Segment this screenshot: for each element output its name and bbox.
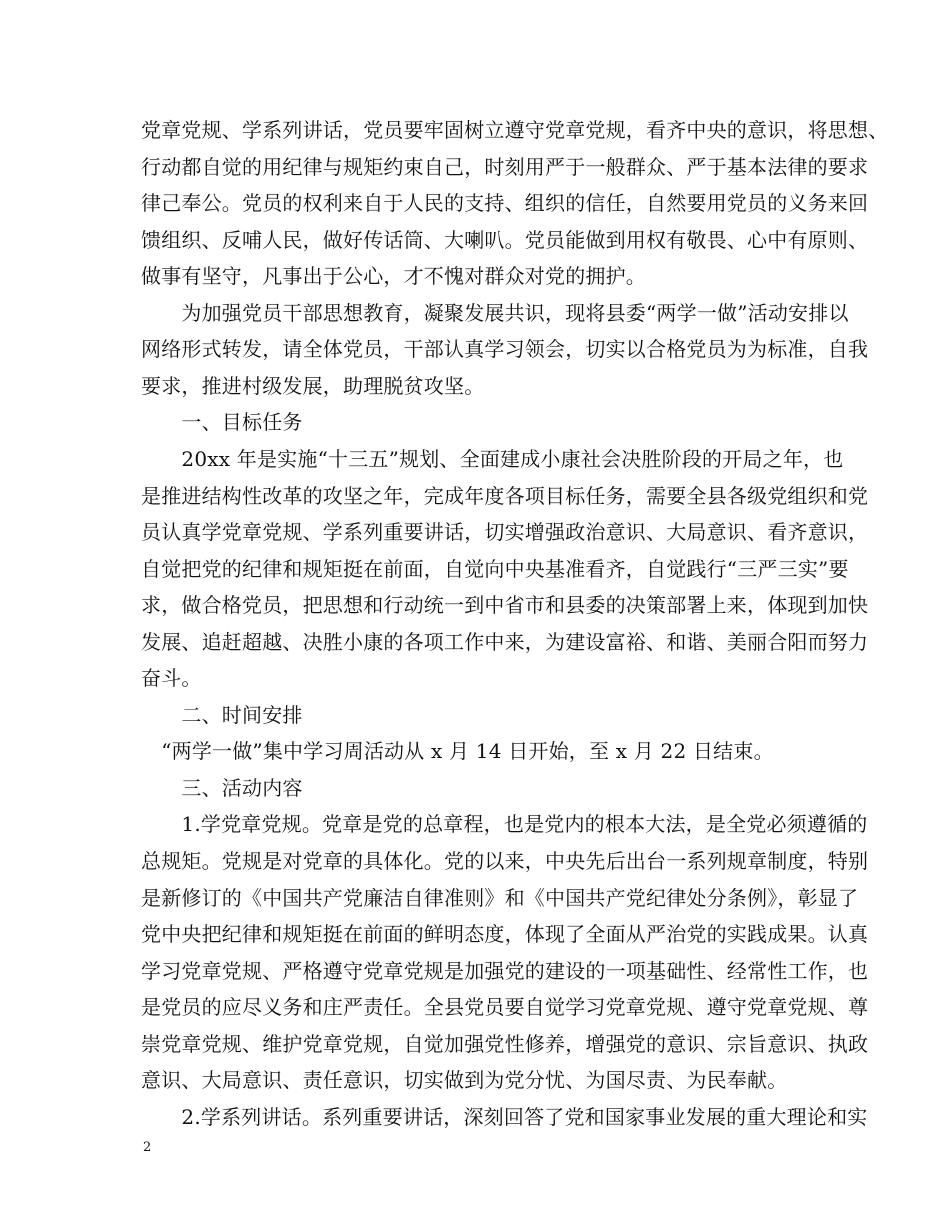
page-number: 2 [143,1140,152,1155]
text-line: 二、时间安排 [141,703,303,727]
text-line: 总规矩。党规是对党章的具体化。党的以来，中央先后出台一系列规章制度，特别 [141,849,869,873]
text-line: 行动都自觉的用纪律与规矩约束自己，时刻用严于一般群众、严于基本法律的要求 [141,155,869,179]
text-line: 员认真学党章党规、学系列重要讲话，切实增强政治意识、大局意识、看齐意识， [141,520,869,544]
text-line: 党中央把纪律和规矩挺在前面的鲜明态度，体现了全面从严治党的实践成果。认真 [141,922,869,946]
text-line: 2.学系列讲话。系列重要讲话，深刻回答了党和国家事业发展的重大理论和实 [141,1105,868,1129]
text-line: 是推进结构性改革的攻坚之年，完成年度各项目标任务，需要全县各级党组织和党 [141,484,869,508]
text-line: 一、目标任务 [141,410,303,434]
text-line: 馈组织、反哺人民，做好传话筒、大喇叭。党员能做到用权有敬畏、心中有原则、 [141,228,869,252]
text-line: 意识、大局意识、责任意识，切实做到为党分忧、为国尽责、为民奉献。 [141,1068,788,1092]
text-line: 崇党章党规、维护党章党规，自觉加强党性修养，增强党的意识、宗旨意识、执政 [141,1032,869,1056]
text-line: 20xx 年是实施“十三五”规划、全面建成小康社会决胜阶段的开局之年，也 [141,447,844,471]
text-line: 党章党规、学系列讲话，党员要牢固树立遵守党章党规，看齐中央的意识，将思想、 [141,118,889,142]
text-line: 学习党章党规、严格遵守党章党规是加强党的建设的一项基础性、经常性工作，也 [141,959,869,983]
text-line: 1.学党章党规。党章是党的总章程，也是党内的根本大法，是全党必须遵循的 [141,812,868,836]
text-line: 自觉把党的纪律和规矩挺在前面，自觉向中央基准看齐，自觉践行“三严三实”要 [141,557,849,581]
text-line: 是党员的应尽义务和庄严责任。全县党员要自觉学习党章党规、遵守党章党规、尊 [141,995,869,1019]
text-line: “两学一做”集中学习周活动从 x 月 14 日开始，至 x 月 22 日结束。 [141,739,774,763]
text-line: 求，做合格党员，把思想和行动统一到中省市和县委的决策部署上来，体现到加快 [141,593,869,617]
text-line: 网络形式转发，请全体党员，干部认真学习领会，切实以合格党员为为标准，自我 [141,337,869,361]
text-line: 为加强党员干部思想教育，凝聚发展共识，现将县委“两学一做”活动安排以 [141,301,849,325]
text-line: 发展、追赶超越、决胜小康的各项工作中来，为建设富裕、和谐、美丽合阳而努力 [141,630,869,654]
text-line: 要求，推进村级发展，助理脱贫攻坚。 [141,374,485,398]
text-line: 是新修订的《中国共产党廉洁自律准则》和《中国共产党纪律处分条例》，彰显了 [141,886,859,910]
text-line: 做事有坚守，凡事出于公心，才不愧对群众对党的拥护。 [141,264,646,288]
text-line: 三、活动内容 [141,776,303,800]
text-line: 律己奉公。党员的权利来自于人民的支持、组织的信任，自然要用党员的义务来回 [141,191,869,215]
text-line: 奋斗。 [141,666,202,690]
